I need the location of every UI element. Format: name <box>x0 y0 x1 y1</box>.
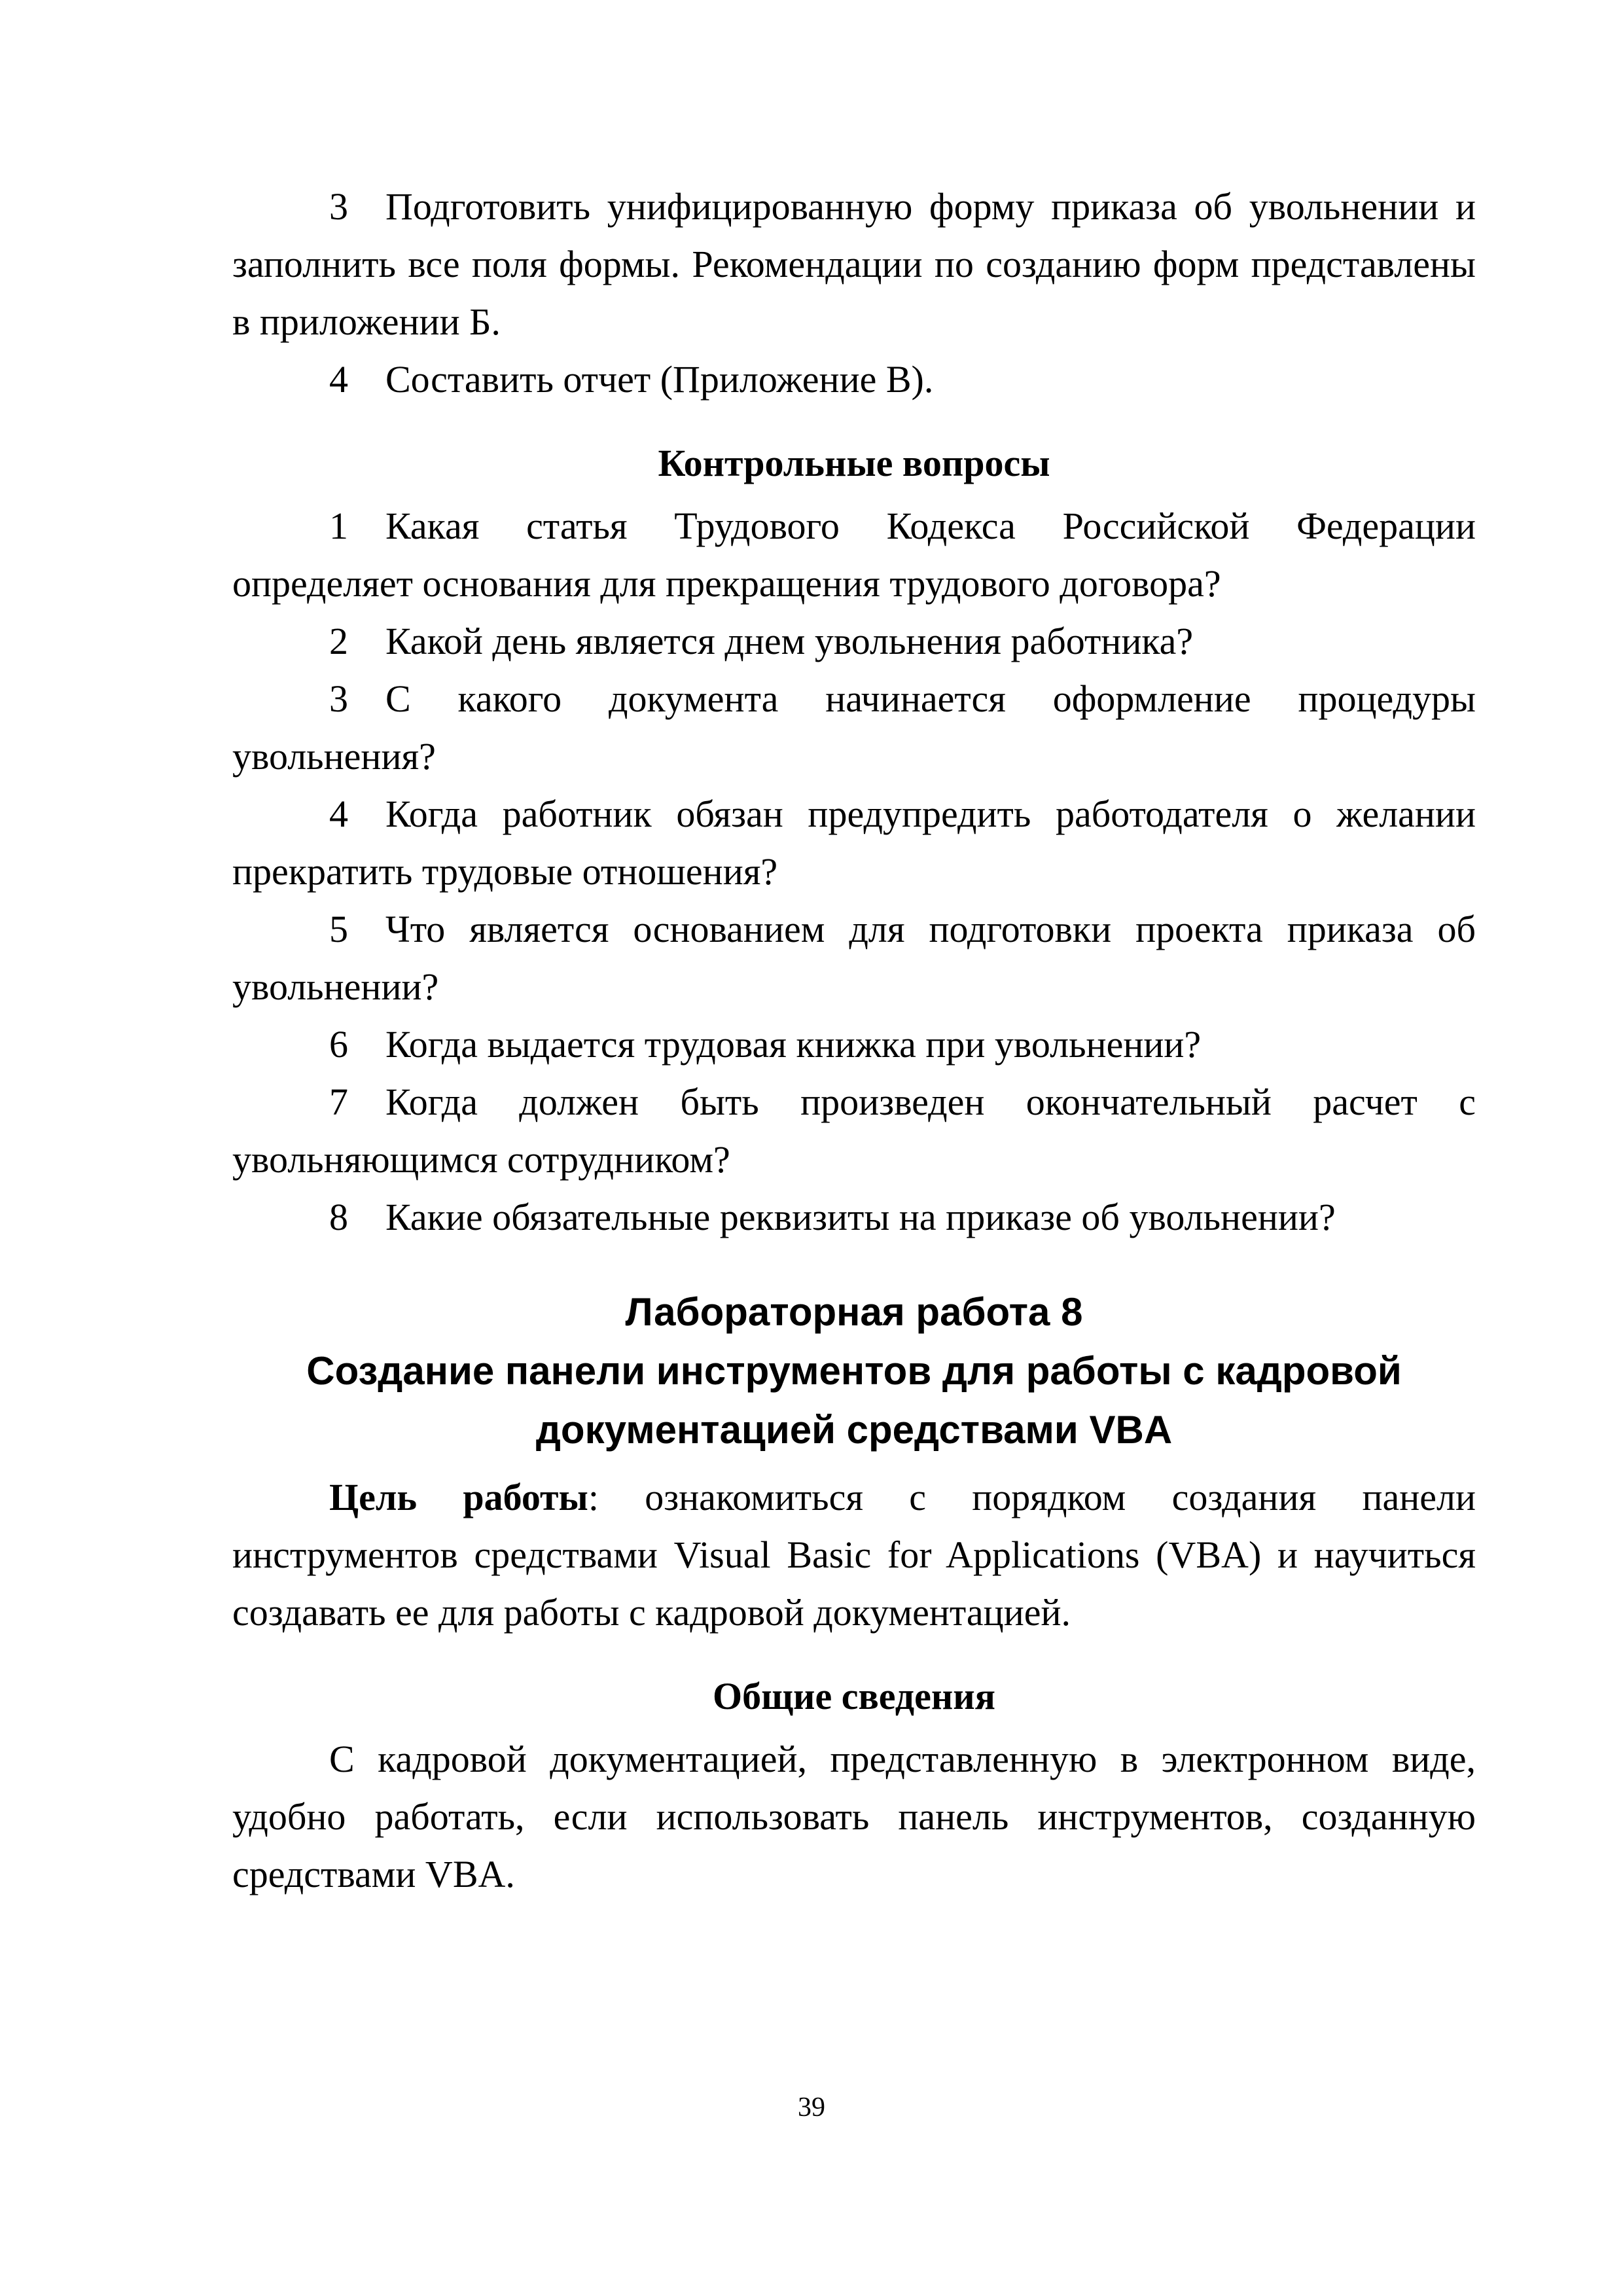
question-text: Когда работник обязан предупредить работодателя о желании прекратить трудовые отношения? <box>232 793 1476 893</box>
question-text: Когда выдается трудовая книжка при увольнении? <box>385 1023 1202 1066</box>
question-item <box>232 613 1476 670</box>
question-text: Какая статья Трудового Кодекса Российской Федерации определяет основания для прекращения трудового договора? <box>232 505 1476 605</box>
lab-goal <box>232 1469 1476 1641</box>
question-item <box>232 497 1476 613</box>
task-number: 4 <box>329 358 348 401</box>
page-content <box>232 178 1476 1903</box>
question-number: 1 <box>329 505 348 547</box>
task-text: Составить отчет (Приложение В). <box>385 358 934 401</box>
question-text: Какой день является днем увольнения работника? <box>385 620 1194 662</box>
lab-title-block <box>232 1283 1476 1460</box>
goal-colon: : <box>588 1476 599 1518</box>
question-number: 4 <box>329 793 348 835</box>
question-item <box>232 785 1476 901</box>
question-number: 6 <box>329 1023 348 1066</box>
task-item <box>232 351 1476 408</box>
goal-text: ознакомиться с порядком создания панели инструментов средствами Visual Basic for Applications (VBA) и научиться создавать ее для работы с кадровой документацией. <box>232 1476 1476 1634</box>
question-number: 7 <box>329 1081 348 1123</box>
general-info-text: С кадровой документацией, представленную в электронном виде, удобно работать, если использовать панель инструментов, созданную средствами VBA. <box>232 1738 1476 1895</box>
question-number: 2 <box>329 620 348 662</box>
question-number: 3 <box>329 677 348 720</box>
control-questions-heading: Контрольные вопросы <box>658 442 1050 484</box>
question-item <box>232 1073 1476 1189</box>
task-text: Подготовить унифицированную форму приказа об увольнении и заполнить все поля формы. Рекомендации по созданию форм представлены в приложении Б. <box>232 185 1476 343</box>
lab-title-line: Лабораторная работа 8 <box>625 1290 1083 1334</box>
question-item <box>232 901 1476 1016</box>
question-text: Какие обязательные реквизиты на приказе об увольнении? <box>385 1196 1336 1238</box>
question-item <box>232 1016 1476 1073</box>
lab-title-line: Создание панели инструментов для работы с кадровой <box>306 1349 1402 1393</box>
question-number: 8 <box>329 1196 348 1238</box>
task-item <box>232 178 1476 351</box>
page-number: 39 <box>798 2092 825 2123</box>
general-info-heading: Общие сведения <box>712 1675 996 1717</box>
question-number: 5 <box>329 908 348 950</box>
goal-label: Цель работы <box>329 1476 588 1518</box>
question-text: Когда должен быть произведен окончательный расчет с увольняющимся сотрудником? <box>232 1081 1476 1181</box>
question-text: Что является основанием для подготовки проекта приказа об увольнении? <box>232 908 1476 1008</box>
question-item <box>232 1189 1476 1246</box>
task-number: 3 <box>329 185 348 228</box>
lab-title-line: документацией средствами VBA <box>535 1408 1173 1452</box>
question-item <box>232 670 1476 785</box>
question-text: С какого документа начинается оформление процедуры увольнения? <box>232 677 1476 778</box>
